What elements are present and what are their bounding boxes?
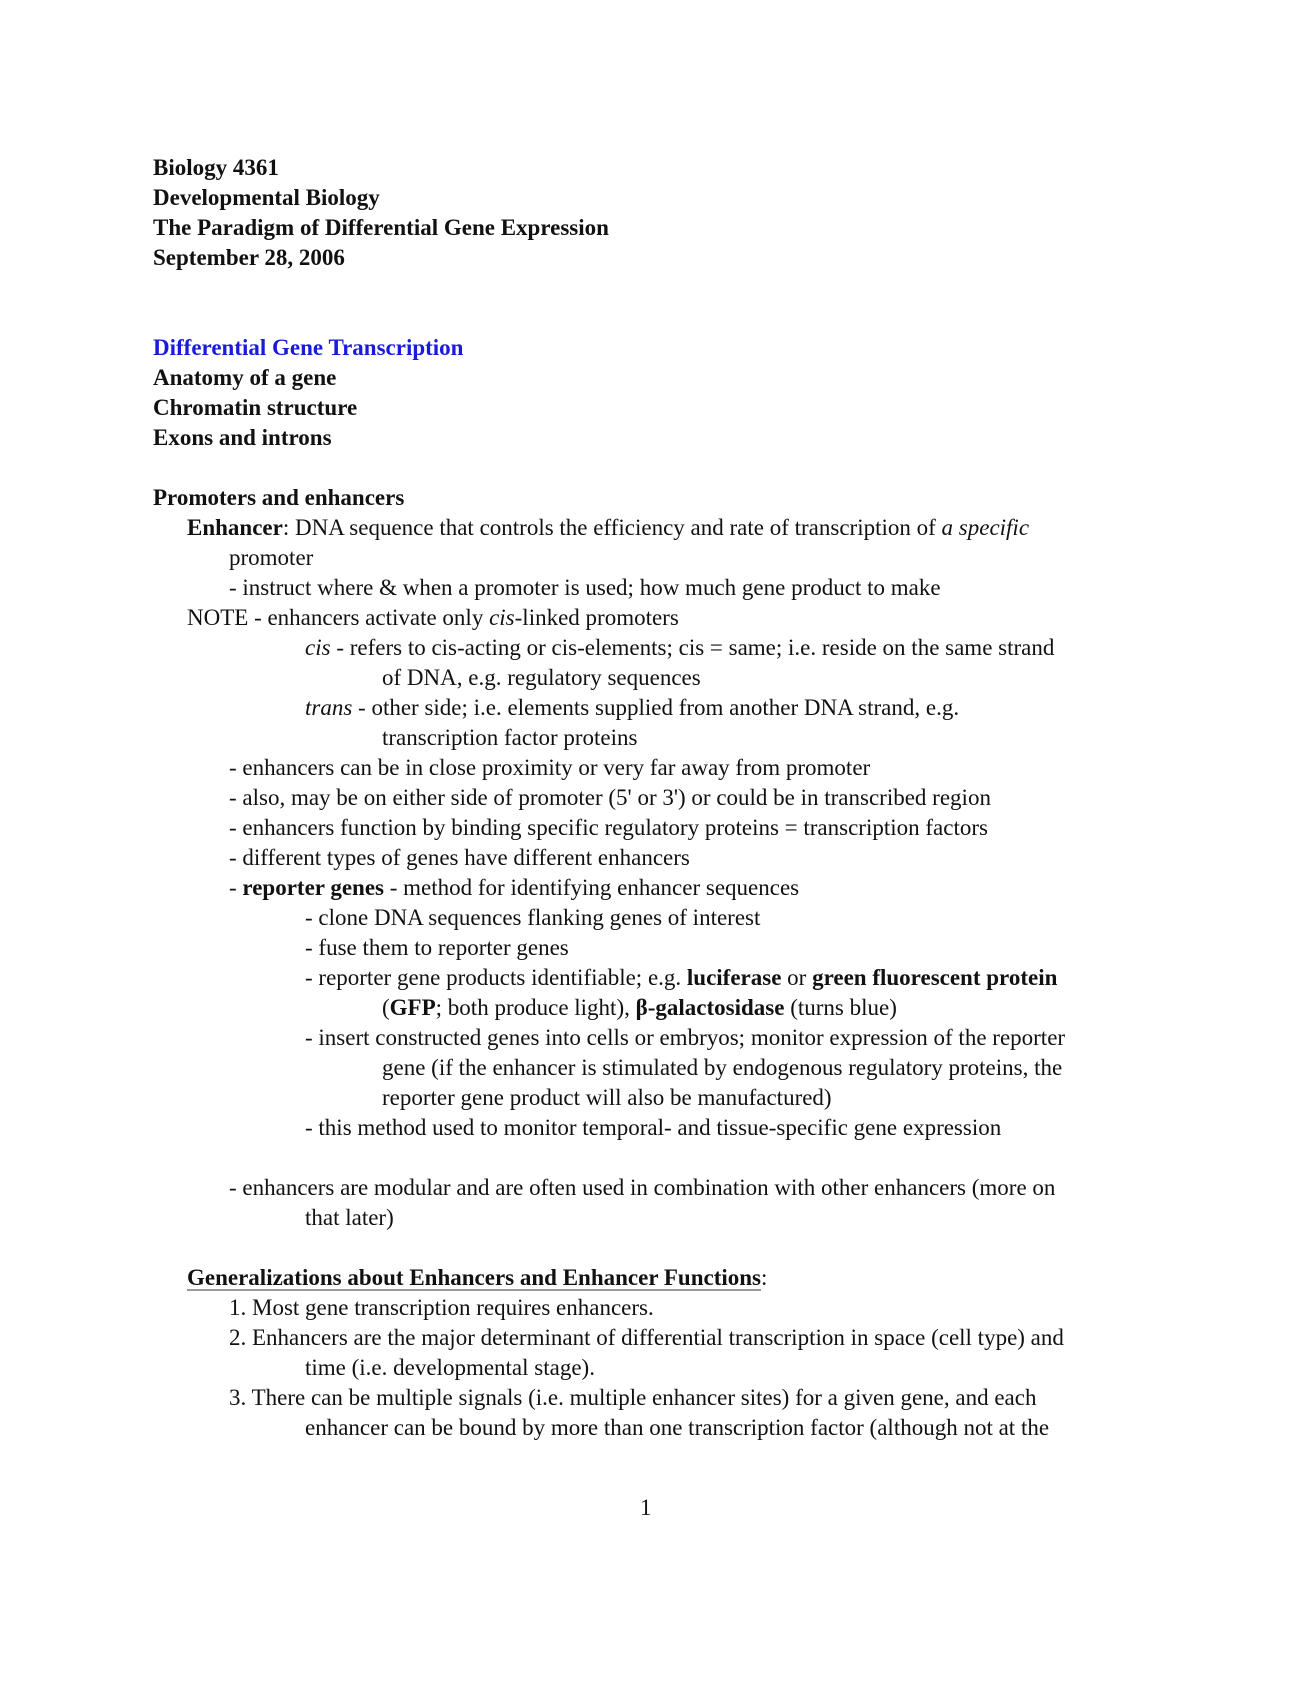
topic-chromatin: Chromatin structure — [153, 395, 358, 420]
bullet-either-side: - also, may be on either side of promoter (5' or 3') or could be in transcribed region — [229, 785, 991, 810]
reporter-step-clone: - clone DNA sequences flanking genes of interest — [305, 905, 761, 930]
course-title: Biology 4361 — [153, 155, 279, 180]
enhancer-term: Enhancer — [187, 515, 283, 540]
trans-definition-cont: transcription factor proteins — [382, 725, 638, 750]
trans-definition: trans - other side; i.e. elements supplied from another DNA strand, e.g. — [305, 695, 960, 720]
section-heading-promoters: Promoters and enhancers — [153, 485, 405, 510]
reporter-step-insert-cont2: reporter gene product will also be manufactured) — [382, 1085, 832, 1110]
reporter-step-insert-cont1: gene (if the enhancer is stimulated by endogenous regulatory proteins, the — [382, 1055, 1063, 1080]
lecture-date: September 28, 2006 — [153, 245, 345, 270]
cis-term: cis — [305, 635, 331, 660]
lecture-title: The Paradigm of Differential Gene Expression — [153, 215, 609, 240]
cis-definition-cont: of DNA, e.g. regulatory sequences — [382, 665, 701, 690]
bullet-proximity: - enhancers can be in close proximity or very far away from promoter — [229, 755, 871, 780]
reporter-term: reporter genes — [242, 875, 384, 900]
enhancer-definition-cont: promoter — [229, 545, 314, 570]
note-line: NOTE - enhancers activate only cis-linked promoters — [187, 605, 679, 630]
subject-title: Developmental Biology — [153, 185, 380, 210]
list-item-2-cont: time (i.e. developmental stage). — [305, 1355, 595, 1380]
list-item-3: 3. There can be multiple signals (i.e. multiple enhancer sites) for a given gene, and each — [229, 1385, 1037, 1410]
list-item-3-cont: enhancer can be bound by more than one transcription factor (although not at the — [305, 1415, 1050, 1440]
section-heading-generalizations: Generalizations about Enhancers and Enhancer Functions: — [187, 1265, 768, 1290]
reporter-step-products-cont: (GFP; both produce light), β-galactosidase (turns blue) — [382, 995, 897, 1020]
reporter-step-fuse: - fuse them to reporter genes — [305, 935, 569, 960]
topic-exons: Exons and introns — [153, 425, 332, 450]
enhancer-definition: Enhancer: DNA sequence that controls the efficiency and rate of transcription of a specific — [187, 515, 1030, 540]
trans-term: trans — [305, 695, 353, 720]
bullet-instruct: - instruct where & when a promoter is used; how much gene product to make — [229, 575, 941, 600]
list-item-2: 2. Enhancers are the major determinant of differential transcription in space (cell type) and — [229, 1325, 1064, 1350]
topic-anatomy: Anatomy of a gene — [153, 365, 337, 390]
cis-definition: cis - refers to cis-acting or cis-elements; cis = same; i.e. reside on the same strand — [305, 635, 1055, 660]
reporter-step-monitor: - this method used to monitor temporal- and tissue-specific gene expression — [305, 1115, 1002, 1140]
list-item-1: 1. Most gene transcription requires enhancers. — [229, 1295, 654, 1320]
bullet-modular-cont: that later) — [305, 1205, 394, 1230]
bullet-reporter-genes: - reporter genes - method for identifying enhancer sequences — [229, 875, 800, 900]
reporter-step-products: - reporter gene products identifiable; e.g. luciferase or green fluorescent protein — [305, 965, 1058, 990]
bullet-modular: - enhancers are modular and are often used in combination with other enhancers (more on — [229, 1175, 1056, 1200]
bullet-types: - different types of genes have different enhancers — [229, 845, 690, 870]
bullet-binding: - enhancers function by binding specific regulatory proteins = transcription factors — [229, 815, 988, 840]
section-heading-transcription: Differential Gene Transcription — [153, 335, 464, 360]
page-number: 1 — [640, 1495, 652, 1520]
reporter-step-insert: - insert constructed genes into cells or embryos; monitor expression of the reporter — [305, 1025, 1066, 1050]
